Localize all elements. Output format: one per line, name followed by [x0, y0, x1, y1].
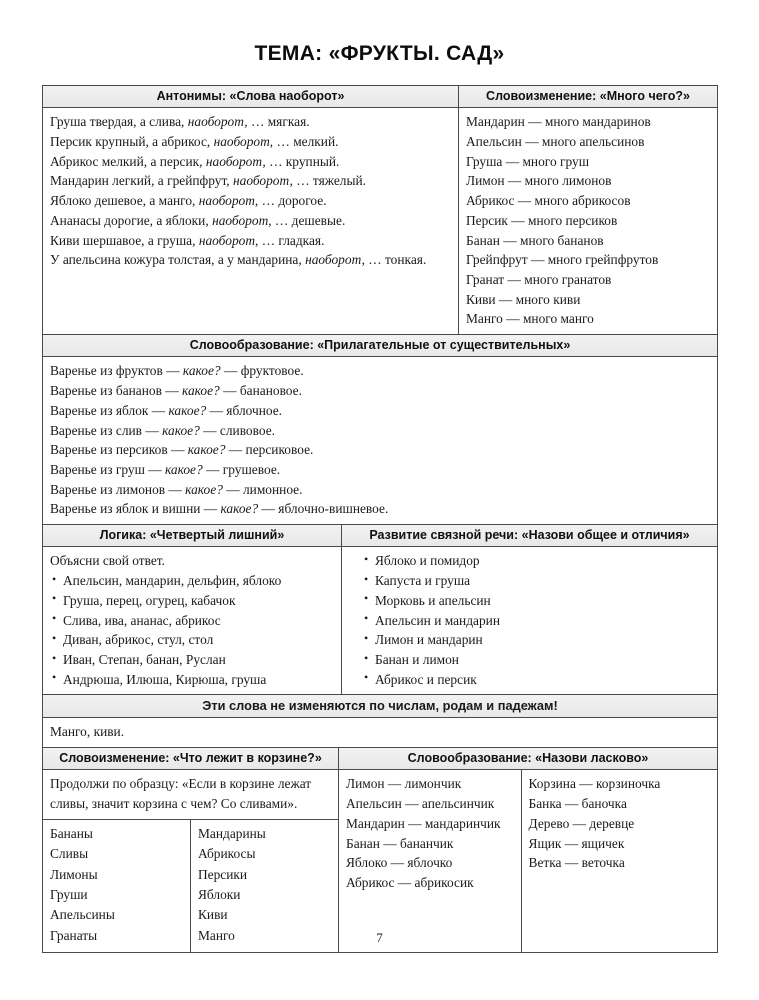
- logic-item: • Груша, перец, огурец, кабачок: [63, 591, 334, 611]
- antonyms-line: Абрикос мелкий, а персик, наоборот, … крупный.: [50, 153, 340, 169]
- antonyms-list: [43, 108, 458, 334]
- section-header-adjectives: Словообразование: «Прилагательные от существительных»: [43, 335, 717, 357]
- logic-item: • Иван, Степан, банан, Руслан: [63, 650, 334, 670]
- many-line: Киви — много киви: [466, 291, 581, 307]
- speech-item: • Абрикос и персик: [375, 670, 710, 690]
- antonyms-line: Яблоко дешевое, а манго, наоборот, … дорогое.: [50, 193, 327, 209]
- antonyms-line: Ананасы дорогие, а яблоки, наоборот, … дешевые.: [50, 212, 346, 228]
- affectionate-pair: Ящик — ящичек: [528, 835, 625, 851]
- affectionate-pair: Корзина — корзиночка: [528, 776, 661, 792]
- basket-word: Мандарины: [198, 825, 266, 841]
- band-basket-affectionate: [43, 747, 717, 952]
- page-number: 7: [376, 930, 383, 945]
- affectionate-grid: [339, 770, 717, 952]
- basket-prompt-line: сливы, значит корзина с чем? Со сливами».: [50, 796, 298, 812]
- basket-word: Абрикосы: [198, 846, 256, 862]
- column-basket: [43, 748, 338, 952]
- section-header-logic: Логика: «Четвертый лишний»: [43, 525, 341, 547]
- invariable-words: Манго, киви.: [50, 724, 125, 740]
- band-antonyms-many: [43, 86, 717, 334]
- basket-word: Сливы: [50, 846, 89, 862]
- section-header-many-of-what: Словоизменение: «Много чего?»: [459, 86, 717, 108]
- basket-word: Манго: [198, 927, 235, 943]
- antonyms-line: Киви шершавое, а груша, наоборот, … гладкая.: [50, 232, 325, 248]
- many-line: Гранат — много гранатов: [466, 272, 612, 287]
- section-header-basket: Словоизменение: «Что лежит в корзине?»: [43, 748, 338, 770]
- logic-body: [43, 547, 341, 694]
- many-line: Мандарин — много мандаринов: [466, 114, 651, 130]
- speech-item: • Яблоко и помидор: [375, 551, 710, 571]
- adjectives-line: Варенье из слив — какое? — сливовое.: [50, 422, 275, 438]
- affectionate-pair: Банан — бананчик: [346, 835, 454, 851]
- adjectives-line: Варенье из бананов — какое? — банановое.: [50, 383, 302, 399]
- affectionate-pair: Апельсин — апельсинчик: [346, 796, 495, 812]
- many-line: Лимон — много лимонов: [466, 173, 612, 189]
- many-line: Персик — много персиков: [466, 212, 618, 228]
- antonyms-line: Груша твердая, а слива, наоборот, … мягкая.: [50, 114, 310, 130]
- column-many-of-what: [458, 86, 717, 334]
- band-invariable-notice: [43, 694, 717, 717]
- band-invariable-words: [43, 717, 717, 747]
- affectionate-pair: Абрикос — абрикосик: [346, 875, 474, 890]
- speech-item: • Апельсин и мандарин: [375, 611, 710, 631]
- adjectives-line: Варенье из персиков — какое? — персиковое.: [50, 442, 314, 458]
- speech-item: • Лимон и мандарин: [375, 630, 710, 650]
- affectionate-pair: Мандарин — мандаринчик: [346, 815, 501, 831]
- column-logic: [43, 525, 341, 694]
- adjectives-line: Варенье из фруктов — какое? — фруктовое.: [50, 363, 304, 379]
- antonyms-line: Персик крупный, а абрикос, наоборот, … мелкий.: [50, 134, 339, 150]
- many-line: Абрикос — много абрикосов: [466, 193, 631, 209]
- many-line: Апельсин — много апельсинов: [466, 134, 645, 150]
- affectionate-pair: Лимон — лимончик: [346, 776, 462, 792]
- section-header-connected-speech: Развитие связной речи: «Назови общее и отличия»: [342, 525, 717, 547]
- basket-word: Груши: [50, 887, 88, 903]
- invariable-notice: Эти слова не изменяются по числам, родам и падежам!: [43, 695, 717, 717]
- basket-word: Яблоки: [198, 887, 241, 903]
- basket-word: Гранаты: [50, 927, 98, 943]
- logic-item: • Диван, абрикос, стул, стол: [63, 630, 334, 650]
- adjectives-line: Варенье из лимонов — какое? — лимонное.: [50, 481, 303, 497]
- logic-item: • Слива, ива, ананас, абрикос: [63, 611, 334, 631]
- invariable-words-cell: [43, 718, 717, 747]
- adjectives-line: Варенье из груш — какое? — грушевое.: [50, 462, 281, 477]
- adjectives-line: Варенье из яблок — какое? — яблочное.: [50, 402, 283, 418]
- basket-word: Киви: [198, 907, 228, 923]
- column-antonyms: [43, 86, 458, 334]
- speech-item-list: [349, 551, 710, 689]
- column-connected-speech: [341, 525, 717, 694]
- logic-item: • Апельсин, мандарин, дельфин, яблоко: [63, 571, 334, 591]
- affectionate-pair: Ветка — веточка: [528, 855, 625, 871]
- logic-item-list: [50, 571, 334, 689]
- worksheet-table: [42, 85, 718, 953]
- many-line: Груша — много груш: [466, 153, 590, 169]
- band-logic-speech: [43, 524, 717, 694]
- logic-item: • Андрюша, Илюша, Кирюша, груша: [63, 670, 334, 690]
- logic-intro: Объясни свой ответ.: [50, 553, 165, 569]
- speech-item: • Капуста и груша: [375, 571, 710, 591]
- many-line: Грейпфрут — много грейпфрутов: [466, 252, 659, 268]
- basket-word: Персики: [198, 866, 248, 882]
- antonyms-line: Мандарин легкий, а грейпфрут, наоборот, … тяжелый.: [50, 173, 366, 189]
- section-header-antonyms: Антонимы: «Слова наоборот»: [43, 86, 458, 108]
- affectionate-column-right: [521, 770, 717, 952]
- many-line: Манго — много манго: [466, 311, 594, 327]
- section-header-affectionate: Словообразование: «Назови ласково»: [339, 748, 717, 770]
- basket-prompt-line: Продолжи по образцу: «Если в корзине лежат: [50, 776, 312, 792]
- basket-word: Апельсины: [50, 907, 115, 923]
- page-title: ТЕМА: «ФРУКТЫ. САД»: [254, 42, 505, 65]
- many-of-what-list: [459, 108, 717, 334]
- speech-item: • Банан и лимон: [375, 650, 710, 670]
- basket-word: Бананы: [50, 825, 93, 841]
- adjectives-list: [43, 357, 717, 524]
- band-adjectives: [43, 334, 717, 524]
- affectionate-pair: Банка — баночка: [528, 796, 627, 812]
- many-line: Банан — много бананов: [466, 232, 604, 248]
- affectionate-column-left: [339, 770, 521, 952]
- adjectives-line: Варенье из яблок и вишни — какое? — яблочно-вишневое.: [50, 501, 389, 517]
- basket-prompt: [43, 770, 338, 818]
- column-affectionate: [338, 748, 717, 952]
- affectionate-pair: Яблоко — яблочко: [346, 855, 453, 871]
- basket-word: Лимоны: [50, 866, 98, 882]
- column-adjectives: [43, 335, 717, 524]
- affectionate-pair: Дерево — деревце: [528, 815, 635, 831]
- antonyms-line: У апельсина кожура толстая, а у мандарина, наоборот, … тонкая.: [50, 252, 427, 268]
- speech-item: • Морковь и апельсин: [375, 591, 710, 611]
- speech-body: [342, 547, 717, 694]
